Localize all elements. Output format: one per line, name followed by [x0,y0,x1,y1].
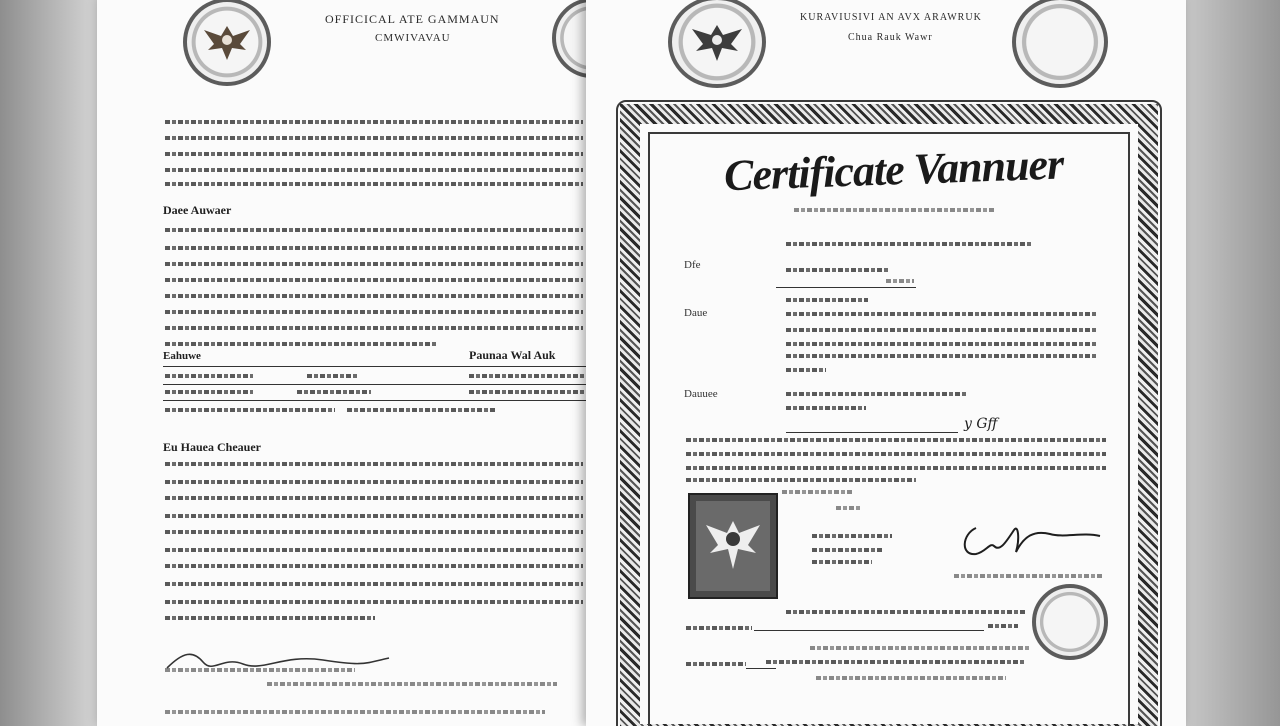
round-stamp-icon [1012,0,1108,88]
round-stamp-icon [552,0,590,78]
eagle-emblem-photo-icon [688,493,778,599]
field-label-1: Dfe [684,259,701,271]
right-header-line1: KURAVIUSIVI AN AVX ARAWRUK [800,12,982,23]
signature-mark: y Gff [964,416,998,432]
left-table-left-header: Eahuwe [163,350,201,362]
field-label-3: Dauuee [684,388,718,400]
left-table-right-header: Paunaa Wal Auk [469,348,556,362]
right-document [586,0,1186,726]
right-header-line2: Chua Rauk Wawr [848,32,933,43]
left-section1-heading: Daee Auwaer [163,203,232,217]
left-header-line1: OFFICICAL ATE GAMMAUN [325,12,500,26]
official-signature [954,512,1104,566]
left-document [97,0,590,726]
eagle-seal-icon [668,0,766,88]
certificate-title: Certificate Vannuer [723,139,1064,201]
field-label-2: Daue [684,307,708,319]
left-section2-heading: Eu Hauea Cheauer [163,440,262,454]
left-header-line2: CMWIVAVAU [375,32,451,44]
eagle-seal-icon [183,0,271,86]
round-stamp-icon [1032,584,1108,660]
